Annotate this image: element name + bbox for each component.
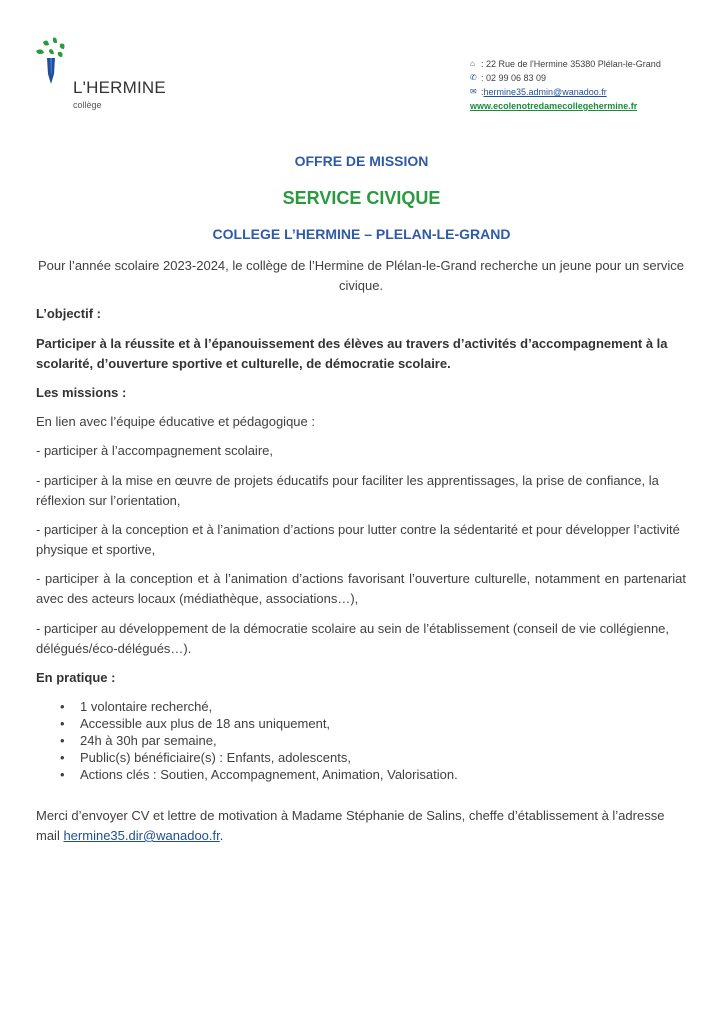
objective-text: Participer à la réussite et à l’épanouissement des élèves au travers d’activités d’accompagnement à la scolarité, d’ouverture sportive et culturelle, de démocratie scolaire. bbox=[36, 336, 668, 371]
director-email-link[interactable]: hermine35.dir@wanadoo.fr bbox=[63, 828, 220, 843]
missions-lead: En lien avec l’équipe éducative et pédagogique : bbox=[36, 414, 315, 429]
mission-item: - participer au développement de la démocratie scolaire au sein de l’établissement (conseil de vie collégienne, délégués/éco-délégués…). bbox=[36, 621, 670, 656]
list-item: • Public(s) bénéficiaire(s) : Enfants, adolescents, bbox=[36, 749, 686, 766]
objective-title: L’objectif : bbox=[36, 306, 101, 321]
website-link[interactable]: www.ecolenotredamecollegehermine.fr bbox=[470, 101, 638, 111]
closing-end: . bbox=[219, 828, 224, 843]
school-logo bbox=[33, 36, 183, 116]
website-row bbox=[470, 99, 661, 113]
missions-title: Les missions : bbox=[36, 385, 127, 400]
list-item: • 1 volontaire recherché, bbox=[36, 698, 686, 715]
service-heading: SERVICE CIVIQUE bbox=[282, 188, 441, 208]
mission-item: - participer à la conception et à l’animation d’actions favorisant l’ouverture culturelle, notamment en partenariat avec des acteurs locaux (médiathèque, associations…), bbox=[36, 571, 686, 606]
list-item: • 24h à 30h par semaine, bbox=[36, 732, 686, 749]
logo-name: L'HERMINE bbox=[73, 78, 166, 97]
mission-item: - participer à la conception et à l’animation d’actions pour lutter contre la sédentarité et pour développer l’activité physique et sportive, bbox=[36, 522, 680, 557]
contact-block bbox=[470, 57, 661, 113]
list-item: • Accessible aux plus de 18 ans uniquement, bbox=[36, 715, 686, 732]
closing-paragraph bbox=[36, 806, 686, 846]
email-row bbox=[470, 85, 661, 99]
address-text: : 22 Rue de l'Hermine 35380 Plélan-le-Grand bbox=[481, 59, 661, 69]
ermine-logo-icon bbox=[33, 36, 73, 88]
school-heading: COLLEGE L’HERMINE – PLELAN-LE-GRAND bbox=[212, 226, 511, 242]
phone-row bbox=[470, 71, 661, 85]
logo-subtitle: collège bbox=[73, 100, 102, 110]
mission-item: - participer à l’accompagnement scolaire, bbox=[36, 443, 273, 458]
admin-email-link[interactable]: hermine35.admin@wanadoo.fr bbox=[483, 87, 607, 97]
phone-text: : 02 99 06 83 09 bbox=[481, 73, 547, 83]
offer-heading: OFFRE DE MISSION bbox=[294, 153, 429, 169]
closing-text: Merci d’envoyer CV et lettre de motivation à Madame Stéphanie de Salins, cheffe d’établissement à l’adresse mail bbox=[36, 808, 665, 843]
practical-title: En pratique : bbox=[36, 670, 116, 685]
house-icon: ⌂ bbox=[470, 59, 475, 68]
address-row bbox=[470, 57, 661, 71]
mission-item: - participer à la mise en œuvre de projets éducatifs pour faciliter les apprentissages, la prise de confiance, la réflexion sur l’orientation, bbox=[36, 473, 659, 508]
phone-icon: ✆ bbox=[470, 73, 477, 82]
practical-list bbox=[36, 698, 686, 783]
mail-icon: ✉ bbox=[470, 87, 477, 96]
intro-paragraph: Pour l’année scolaire 2023-2024, le collège de l’Hermine de Plélan-le-Grand recherche un jeune pour un service civique. bbox=[37, 258, 685, 293]
email-prefix: : bbox=[481, 87, 484, 97]
list-item: • Actions clés : Soutien, Accompagnement, Animation, Valorisation. bbox=[36, 766, 686, 783]
